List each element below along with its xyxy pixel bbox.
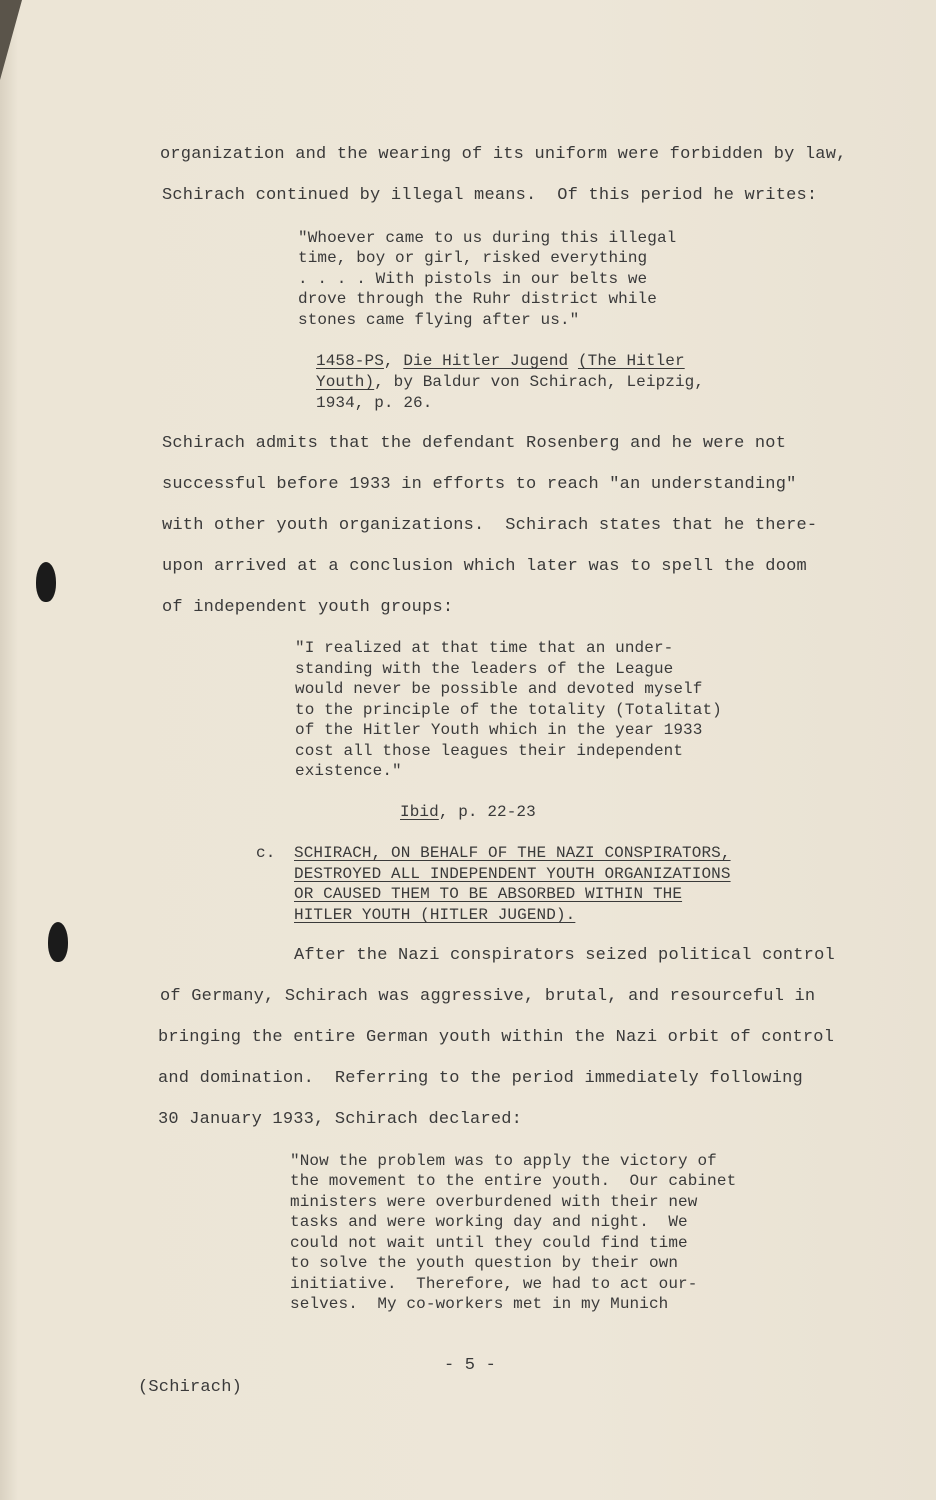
quote-line: the movement to the entire youth. Our cabinet bbox=[290, 1172, 737, 1190]
punch-hole-top bbox=[36, 562, 56, 602]
paragraph-line: Schirach continued by illegal means. Of this period he writes: bbox=[162, 186, 818, 205]
quote-line: drove through the Ruhr district while bbox=[298, 290, 657, 308]
page-number: - 5 - bbox=[444, 1356, 497, 1375]
page-corner-shadow bbox=[0, 0, 22, 80]
quote-line: initiative. Therefore, we had to act our- bbox=[290, 1275, 698, 1293]
paragraph-line: successful before 1933 in efforts to reach "an understanding" bbox=[162, 475, 797, 494]
section-heading-line: OR CAUSED THEM TO BE ABSORBED WITHIN THE bbox=[294, 885, 683, 903]
footer-tag: (Schirach) bbox=[138, 1378, 243, 1397]
quote-line: "I realized at that time that an under- bbox=[295, 639, 674, 657]
section-heading-line: HITLER YOUTH (HITLER JUGEND). bbox=[294, 906, 576, 924]
paragraph-line: Schirach admits that the defendant Rosenberg and he were not bbox=[162, 434, 787, 453]
citation-line: 1934, p. 26. bbox=[316, 394, 433, 412]
section-letter: c. bbox=[256, 844, 276, 862]
paragraph-line: 30 January 1933, Schirach declared: bbox=[158, 1110, 523, 1129]
quote-line: "Now the problem was to apply the victory of bbox=[290, 1152, 717, 1170]
quote-line: "Whoever came to us during this illegal bbox=[298, 229, 677, 247]
quote-line: tasks and were working day and night. We bbox=[290, 1213, 688, 1231]
paragraph-line: bringing the entire German youth within the Nazi orbit of control bbox=[158, 1028, 835, 1047]
citation-title-translation: Youth) bbox=[316, 373, 375, 391]
paragraph-line: with other youth organizations. Schirach states that he there- bbox=[162, 516, 818, 535]
citation-line: 1458-PS, Die Hitler Jugend (The Hitler bbox=[316, 352, 685, 370]
citation-ibid: Ibid bbox=[400, 803, 439, 821]
quote-line: of the Hitler Youth which in the year 1933 bbox=[295, 721, 703, 739]
citation-doc: 1458-PS bbox=[316, 352, 384, 370]
section-heading-line: DESTROYED ALL INDEPENDENT YOUTH ORGANIZATIONS bbox=[294, 865, 731, 883]
quote-line: to the principle of the totality (Totalitat) bbox=[295, 701, 722, 719]
quote-line: could not wait until they could find time bbox=[290, 1234, 688, 1252]
paragraph-line: of independent youth groups: bbox=[162, 598, 454, 617]
quote-line: stones came flying after us." bbox=[298, 311, 580, 329]
quote-line: time, boy or girl, risked everything bbox=[298, 249, 648, 267]
section-heading-line: SCHIRACH, ON BEHALF OF THE NAZI CONSPIRATORS, bbox=[294, 844, 731, 862]
citation-line bbox=[400, 803, 536, 821]
citation-line bbox=[316, 373, 704, 391]
citation-text: , by Baldur von Schirach, Leipzig, bbox=[374, 373, 705, 391]
paragraph-line: organization and the wearing of its uniform were forbidden by law, bbox=[160, 145, 847, 164]
quote-line: cost all those leagues their independent bbox=[295, 742, 684, 760]
citation-title: Die Hitler Jugend bbox=[403, 352, 569, 370]
paragraph-line: upon arrived at a conclusion which later was to spell the doom bbox=[162, 557, 807, 576]
quote-line: selves. My co-workers met in my Munich bbox=[290, 1295, 669, 1313]
quote-line: would never be possible and devoted myself bbox=[295, 680, 703, 698]
quote-line: standing with the leaders of the League bbox=[295, 660, 674, 678]
quote-line: to solve the youth question by their own bbox=[290, 1254, 679, 1272]
paragraph-line: of Germany, Schirach was aggressive, brutal, and resourceful in bbox=[160, 987, 816, 1006]
citation-text: , p. 22-23 bbox=[438, 803, 536, 821]
quote-line: existence." bbox=[295, 762, 402, 780]
punch-hole-bottom bbox=[48, 922, 68, 962]
paragraph-line: After the Nazi conspirators seized political control bbox=[294, 946, 835, 965]
quote-line: ministers were overburdened with their new bbox=[290, 1193, 698, 1211]
citation-title-translation: (The Hitler bbox=[577, 352, 685, 370]
paragraph-line: and domination. Referring to the period immediately following bbox=[158, 1069, 803, 1088]
quote-line: . . . . With pistols in our belts we bbox=[298, 270, 648, 288]
